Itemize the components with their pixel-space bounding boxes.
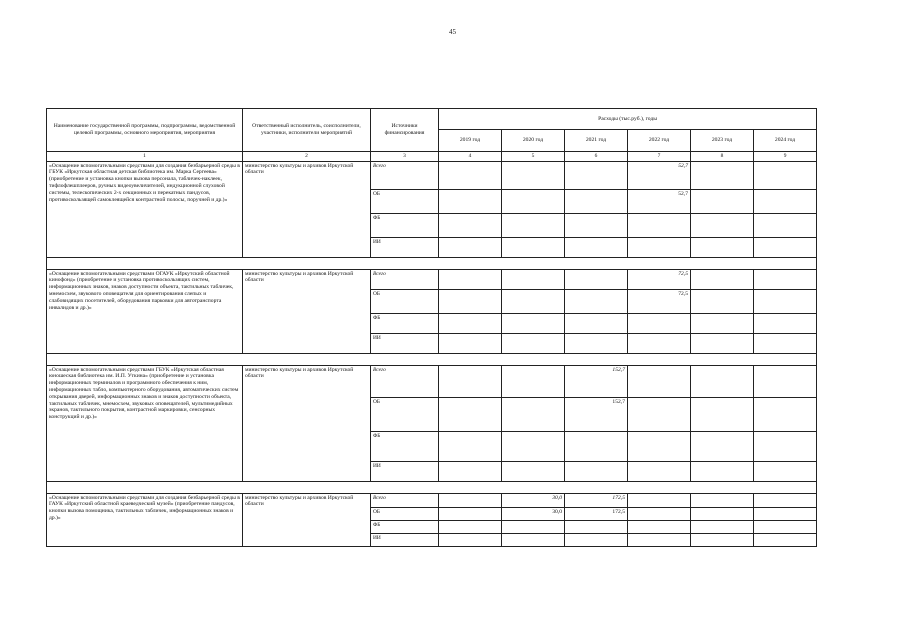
amount-cell bbox=[439, 269, 502, 289]
amount-cell bbox=[691, 431, 754, 461]
header-expenses: Расходы (тыс.руб.), годы bbox=[439, 109, 817, 130]
amount-cell bbox=[439, 313, 502, 333]
amount-cell bbox=[502, 520, 565, 533]
amount-cell bbox=[628, 431, 691, 461]
funding-source-cell: ИИ bbox=[371, 461, 439, 481]
amount-cell bbox=[502, 237, 565, 257]
amount-cell bbox=[754, 431, 817, 461]
program-name-cell: «Оснащение вспомогательными средствами ОГАУК «Иркутский областной кинофонд» (приобретение и установка противоскользящих систем, информационных знаков, знаков доступности объекта, тактильных табличек, мнемосхем, звукового оповещателя для ориентирования слепых и слабовидящих посетителей, оборудования парковки для автотранспорта инвалидов и др.)» bbox=[47, 269, 243, 353]
program-name-cell: «Оснащение вспомогательными средствами ГБУК «Иркутская областная юношеская библиотека им. И.П. Уткина» (приобретение и установка информационных терминалов и программного обеспечения к ним, информационных табло, компьютерного оборудования, автоматических систем открывания дверей, информационных знаков и знаков доступности объекта, тактильных табличек, мнемосхем, звуковых оповещателей, мультимедийных экранов, тактильного покрытия, контрастной маркировки, сенсорных конструкций и др.)» bbox=[47, 365, 243, 481]
header-year: 2023 год bbox=[691, 130, 754, 152]
block-separator bbox=[47, 481, 817, 493]
amount-cell bbox=[754, 313, 817, 333]
amount-cell bbox=[691, 493, 754, 507]
program-name-cell: «Оснащение вспомогательными средствами для создания безбарьерной среды в ГБУК «Иркутская областная детская библиотека им. Марка Сергеева» (приобретение и установка кнопки вызова персонала, табличек-наклеек, тифлофлешплееров, ручных видеоувеличителей, индукционной слуховой системы, телескопических 2-х секционных и перекатных пандусов, противоскользящей самоклеящейся контрастной полосы, поручней и др.)» bbox=[47, 161, 243, 257]
amount-cell bbox=[502, 533, 565, 546]
amount-cell bbox=[502, 269, 565, 289]
amount-cell bbox=[439, 431, 502, 461]
amount-cell bbox=[565, 520, 628, 533]
executor-cell: министерство культуры и архивов Иркутской области bbox=[243, 269, 371, 353]
amount-cell bbox=[502, 313, 565, 333]
amount-cell: 172,5 bbox=[565, 507, 628, 520]
amount-cell bbox=[439, 289, 502, 313]
amount-cell: 72,5 bbox=[628, 269, 691, 289]
funding-source-cell: ФБ bbox=[371, 520, 439, 533]
header-year: 2024 год bbox=[754, 130, 817, 152]
column-number: 5 bbox=[502, 152, 565, 162]
amount-cell bbox=[439, 189, 502, 213]
amount-cell bbox=[502, 333, 565, 353]
column-number: 8 bbox=[691, 152, 754, 162]
funding-source-cell: ОБ bbox=[371, 289, 439, 313]
amount-cell: 30,0 bbox=[502, 507, 565, 520]
amount-cell bbox=[691, 289, 754, 313]
amount-cell bbox=[439, 507, 502, 520]
header-year: 2020 год bbox=[502, 130, 565, 152]
funding-source-cell: ИИ bbox=[371, 333, 439, 353]
amount-cell bbox=[628, 461, 691, 481]
amount-cell bbox=[691, 213, 754, 237]
amount-cell bbox=[565, 431, 628, 461]
amount-cell bbox=[628, 365, 691, 397]
amount-cell: 52,7 bbox=[628, 161, 691, 189]
amount-cell bbox=[628, 533, 691, 546]
block-separator bbox=[47, 353, 817, 365]
amount-cell bbox=[565, 269, 628, 289]
amount-cell bbox=[439, 461, 502, 481]
executor-cell: министерство культуры и архивов Иркутской области bbox=[243, 161, 371, 257]
program-name-cell: «Оснащение вспомогательными средствами для создания безбарьерной среды в ГАУК «Иркутский областной краеведческий музей» (приобретение пандусов, кнопки вызова помощника, тактильных табличек, информационных знаков и др.)» bbox=[47, 493, 243, 546]
executor-cell: министерство культуры и архивов Иркутской области bbox=[243, 365, 371, 481]
amount-cell bbox=[565, 289, 628, 313]
executor-cell: министерство культуры и архивов Иркутской области bbox=[243, 493, 371, 546]
column-number: 3 bbox=[371, 152, 439, 162]
header-year: 2021 год bbox=[565, 130, 628, 152]
amount-cell bbox=[439, 237, 502, 257]
amount-cell bbox=[754, 189, 817, 213]
funding-source-cell: ИИ bbox=[371, 533, 439, 546]
amount-cell bbox=[754, 213, 817, 237]
amount-cell bbox=[691, 365, 754, 397]
amount-cell bbox=[565, 161, 628, 189]
amount-cell bbox=[628, 493, 691, 507]
amount-cell bbox=[502, 161, 565, 189]
amount-cell bbox=[439, 520, 502, 533]
amount-cell bbox=[754, 533, 817, 546]
amount-cell bbox=[628, 213, 691, 237]
funding-source-cell: Всего bbox=[371, 161, 439, 189]
amount-cell bbox=[691, 520, 754, 533]
header-program-name: Наименование государственной программы, подпрограммы, ведомственной целевой программы, основного мероприятия, мероприятия bbox=[47, 109, 243, 152]
table-row bbox=[47, 493, 817, 507]
amount-cell bbox=[628, 397, 691, 431]
amount-cell bbox=[439, 397, 502, 431]
amount-cell bbox=[691, 461, 754, 481]
amount-cell: 30,0 bbox=[502, 493, 565, 507]
column-number: 1 bbox=[47, 152, 243, 162]
amount-cell bbox=[502, 365, 565, 397]
amount-cell bbox=[502, 289, 565, 313]
amount-cell bbox=[754, 461, 817, 481]
amount-cell bbox=[691, 189, 754, 213]
funding-source-cell: ФБ bbox=[371, 213, 439, 237]
header-executor: Ответственный исполнитель, соисполнители, участники, исполнители мероприятий bbox=[243, 109, 371, 152]
amount-cell bbox=[628, 237, 691, 257]
column-number: 2 bbox=[243, 152, 371, 162]
amount-cell bbox=[691, 507, 754, 520]
amount-cell bbox=[691, 269, 754, 289]
amount-cell bbox=[691, 161, 754, 189]
amount-cell: 52,7 bbox=[628, 189, 691, 213]
amount-cell bbox=[502, 213, 565, 237]
funding-source-cell: ОБ bbox=[371, 189, 439, 213]
amount-cell bbox=[628, 333, 691, 353]
amount-cell bbox=[565, 461, 628, 481]
block-separator bbox=[47, 257, 817, 269]
amount-cell bbox=[628, 313, 691, 333]
table-body bbox=[47, 161, 817, 546]
amount-cell bbox=[754, 289, 817, 313]
amount-cell bbox=[502, 397, 565, 431]
amount-cell bbox=[439, 161, 502, 189]
amount-cell bbox=[565, 213, 628, 237]
funding-source-cell: ОБ bbox=[371, 397, 439, 431]
amount-cell bbox=[754, 269, 817, 289]
amount-cell bbox=[502, 189, 565, 213]
block-separator-cell bbox=[47, 257, 817, 269]
amount-cell bbox=[691, 397, 754, 431]
amount-cell: 72,5 bbox=[628, 289, 691, 313]
amount-cell bbox=[439, 365, 502, 397]
column-number: 9 bbox=[754, 152, 817, 162]
amount-cell bbox=[565, 313, 628, 333]
amount-cell bbox=[565, 333, 628, 353]
amount-cell bbox=[565, 189, 628, 213]
amount-cell: 172,5 bbox=[565, 493, 628, 507]
amount-cell bbox=[565, 237, 628, 257]
amount-cell bbox=[691, 533, 754, 546]
funding-source-cell: ФБ bbox=[371, 313, 439, 333]
amount-cell bbox=[754, 493, 817, 507]
amount-cell bbox=[754, 397, 817, 431]
amount-cell bbox=[754, 237, 817, 257]
funding-source-cell: ФБ bbox=[371, 431, 439, 461]
column-number: 4 bbox=[439, 152, 502, 162]
block-separator-cell bbox=[47, 353, 817, 365]
table-row bbox=[47, 161, 817, 189]
amount-cell bbox=[439, 493, 502, 507]
amount-cell bbox=[754, 507, 817, 520]
financing-table bbox=[46, 108, 817, 547]
page-number: 45 bbox=[449, 28, 456, 36]
amount-cell bbox=[502, 431, 565, 461]
header-year: 2019 год bbox=[439, 130, 502, 152]
header-year: 2022 год bbox=[628, 130, 691, 152]
table-row bbox=[47, 365, 817, 397]
funding-source-cell: ИИ bbox=[371, 237, 439, 257]
amount-cell bbox=[439, 533, 502, 546]
funding-source-cell: ОБ bbox=[371, 507, 439, 520]
table-row bbox=[47, 269, 817, 289]
amount-cell bbox=[754, 365, 817, 397]
amount-cell: 152,7 bbox=[565, 397, 628, 431]
funding-source-cell: Всего bbox=[371, 365, 439, 397]
amount-cell bbox=[691, 333, 754, 353]
funding-source-cell: Всего bbox=[371, 269, 439, 289]
amount-cell bbox=[691, 237, 754, 257]
column-number: 7 bbox=[628, 152, 691, 162]
amount-cell bbox=[754, 333, 817, 353]
amount-cell bbox=[628, 507, 691, 520]
amount-cell bbox=[502, 461, 565, 481]
block-separator-cell bbox=[47, 481, 817, 493]
header-funding-source: Источники финансирования bbox=[371, 109, 439, 152]
column-number: 6 bbox=[565, 152, 628, 162]
amount-cell bbox=[439, 333, 502, 353]
amount-cell bbox=[628, 520, 691, 533]
amount-cell bbox=[754, 161, 817, 189]
amount-cell bbox=[565, 533, 628, 546]
amount-cell bbox=[691, 313, 754, 333]
amount-cell bbox=[754, 520, 817, 533]
amount-cell bbox=[439, 213, 502, 237]
funding-source-cell: Всего bbox=[371, 493, 439, 507]
amount-cell: 152,7 bbox=[565, 365, 628, 397]
